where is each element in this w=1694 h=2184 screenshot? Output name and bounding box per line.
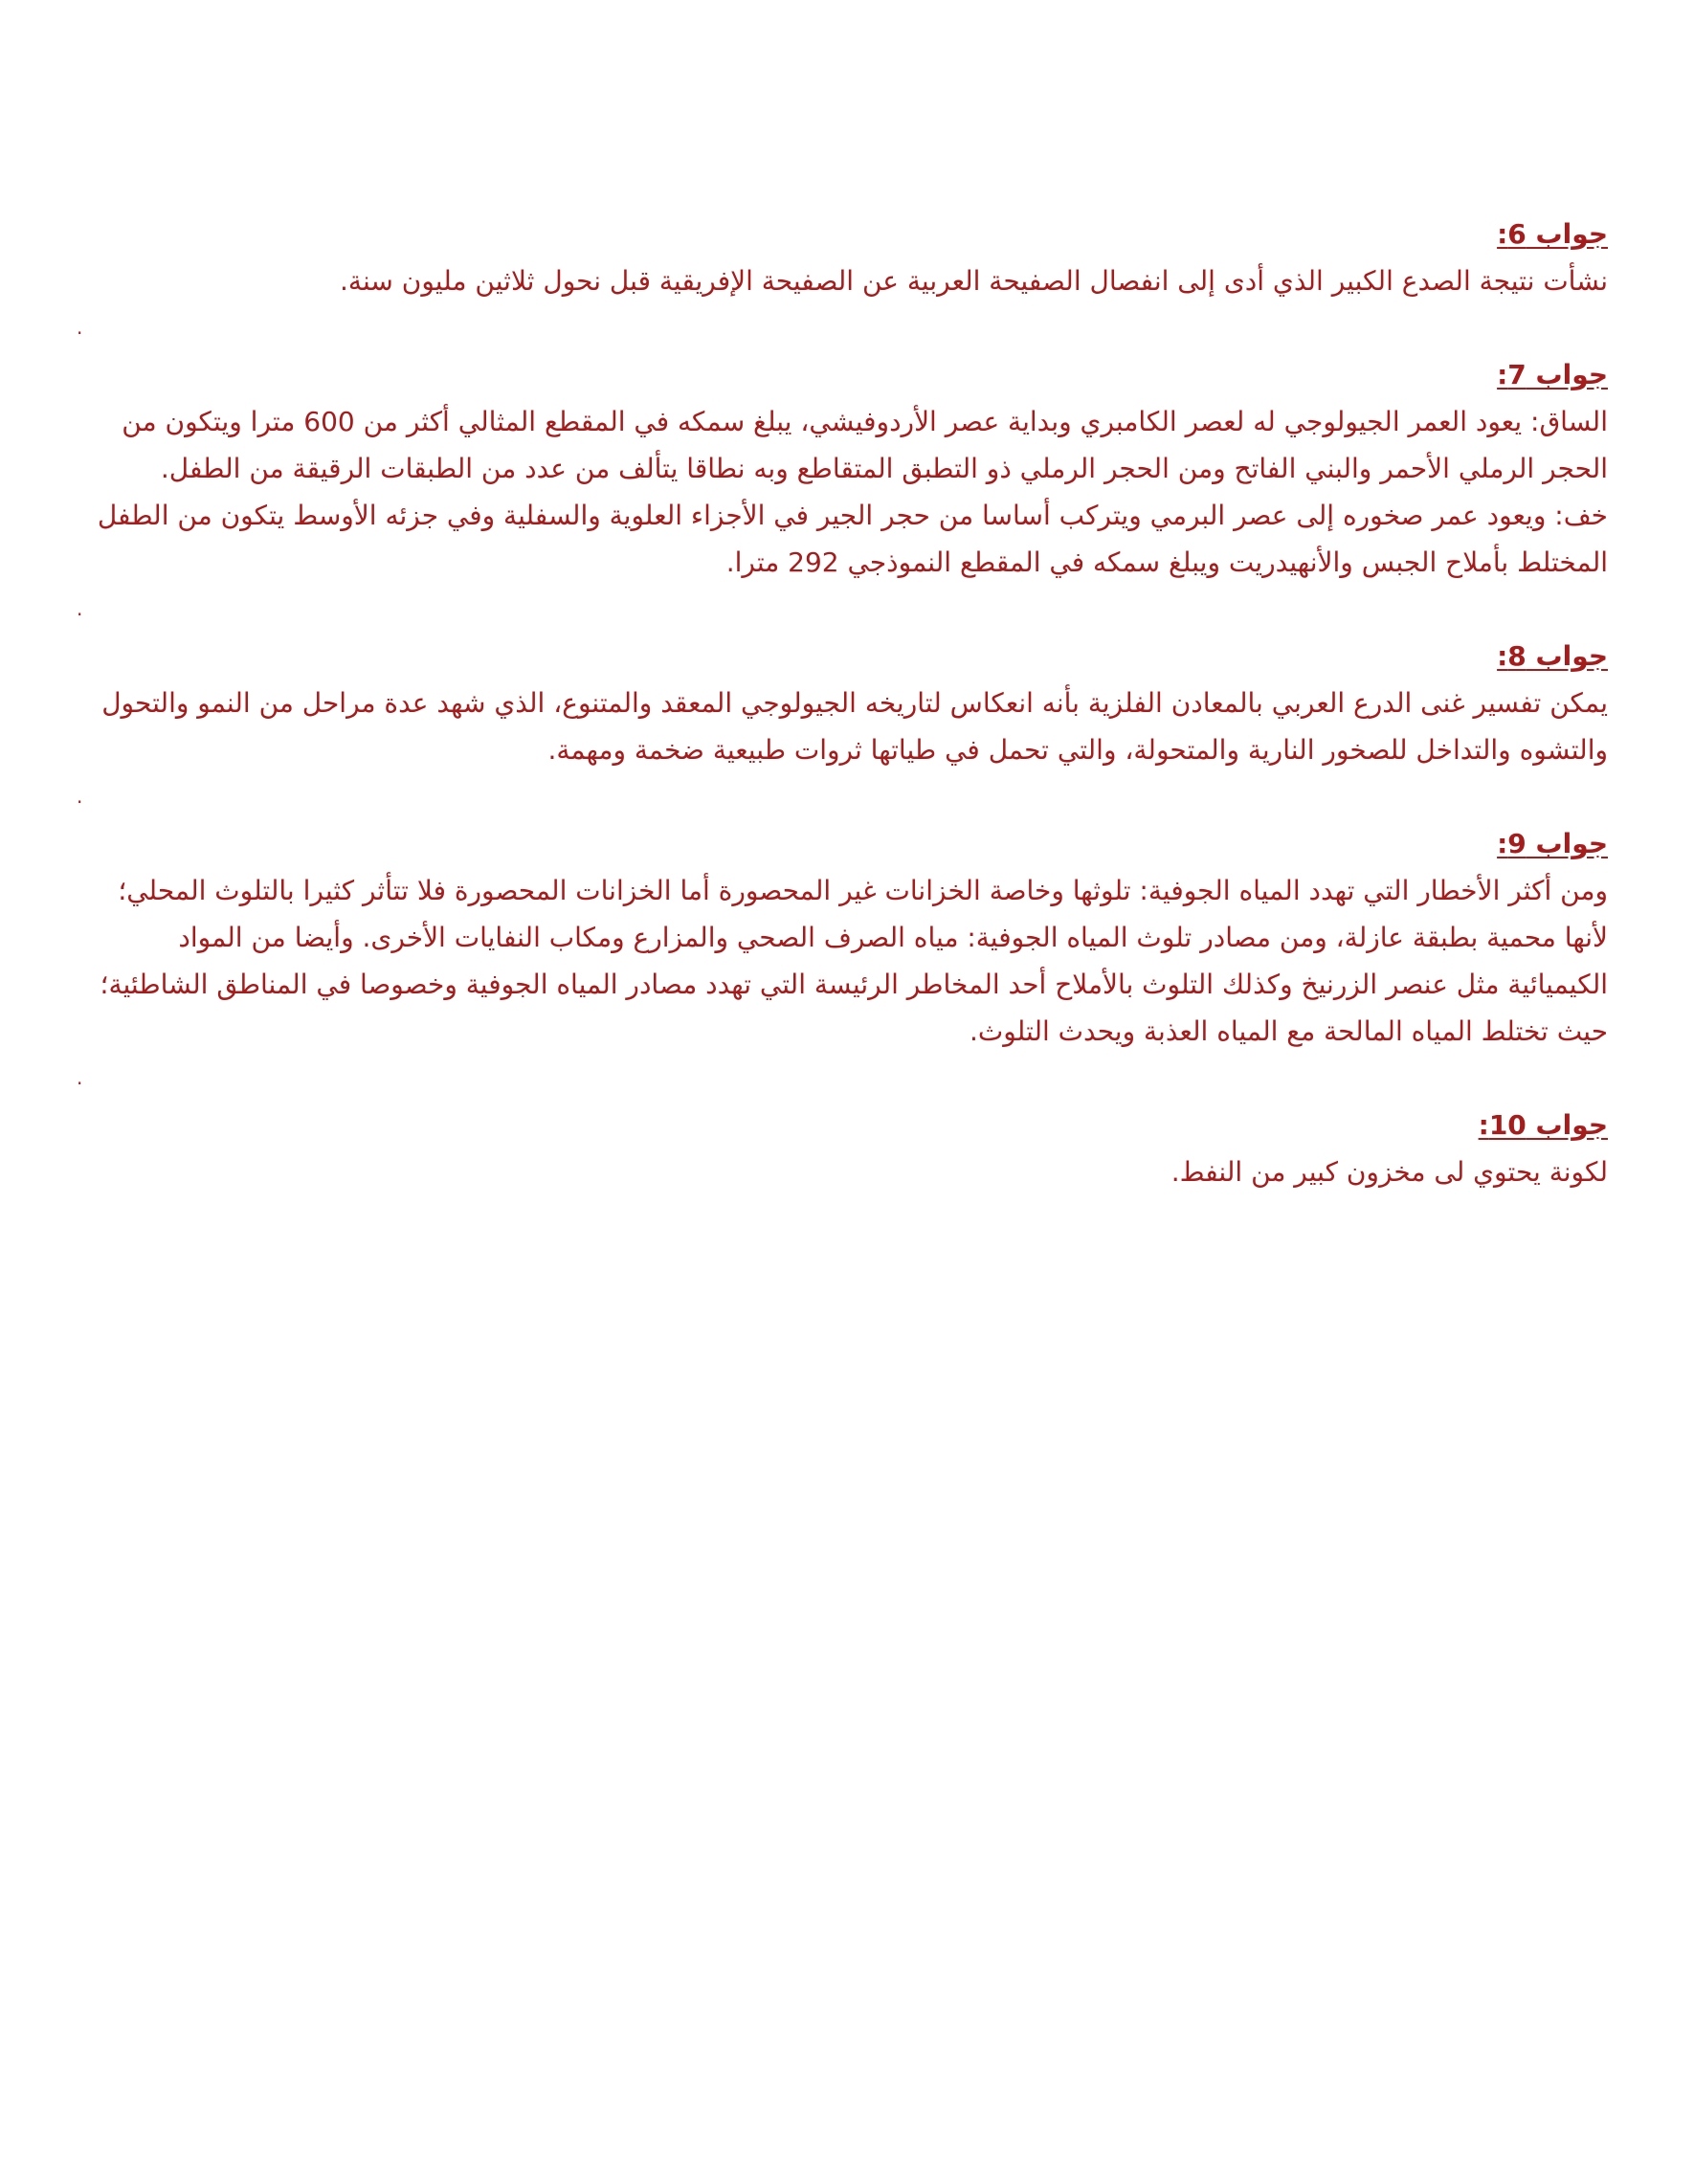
answer-paragraph: نشأت نتيجة الصدع الكبير الذي أدى إلى انفصال الصفيحة العربية عن الصفيحة الإفريقية قبل نحول ثلاثين مليون سنة. xyxy=(340,265,1608,297)
answer-heading: جواب 8: xyxy=(1497,640,1608,672)
answer-10 xyxy=(77,1102,1608,1195)
separator-dot: . xyxy=(77,1066,83,1089)
answer-paragraph: ومن أكثر الأخطار التي تهدد المياه الجوفية: تلوثها وخاصة الخزانات غير المحصورة أما الخزانات المحصورة فلا تتأثر كثيرا بالتلوث المحلي؛ لأنها محمية بطبقة عازلة، ومن مصادر تلوث المياه الجوفية: مياه الصرف الصحي والمزارع ومكاب النفايات الأخرى. وأيضا من المواد الكيميائية مثل عنصر الزرنيخ وكذلك التلوث بالأملاح أحد المخاطر الرئيسة التي تهدد مصادر المياه الجوفية وخصوصا في المناطق الشاطئية؛ حيث تختلط المياه المالحة مع المياه العذبة ويحدث التلوث. xyxy=(100,875,1608,1047)
answer-heading: جواب 9: xyxy=(1497,828,1608,859)
answer-paragraph: خف: ويعود عمر صخوره إلى عصر البرمي ويتركب أساسا من حجر الجير في الأجزاء العلوية والسفلية وفي جزئه الأوسط يتكون من الطفل المختلط بأملاح الجبس والأنهيدريت ويبلغ سمكه في المقطع النموذجي 292 مترا. xyxy=(97,500,1608,578)
answer-heading: جواب 7: xyxy=(1497,359,1608,390)
answer-6 xyxy=(77,211,1608,351)
separator-dot: . xyxy=(77,597,83,620)
answer-heading: جواب 10: xyxy=(1478,1109,1608,1141)
separator-dot: . xyxy=(77,785,83,808)
answer-paragraph: يمكن تفسير غنى الدرع العربي بالمعادن الفلزية بأنه انعكاس لتاريخه الجيولوجي المعقد والمتنوع، الذي شهد عدة مراحل من النمو والتحول والتشوه والتداخل للصخور النارية والمتحولة، والتي تحمل في طياتها ثروات طبيعية ضخمة ومهمة. xyxy=(101,687,1608,766)
answers-content xyxy=(77,211,1608,1195)
answer-9 xyxy=(77,820,1608,1102)
separator-dot: . xyxy=(77,316,83,339)
answer-heading: جواب 6: xyxy=(1497,218,1608,250)
answer-8 xyxy=(77,633,1608,820)
answer-7 xyxy=(77,351,1608,633)
answer-paragraph: لكونة يحتوي لى مخزون كبير من النفط. xyxy=(1170,1156,1608,1188)
answer-paragraph: الساق: يعود العمر الجيولوجي له لعصر الكامبري وبداية عصر الأردوفيشي، يبلغ سمكه في المقطع المثالي أكثر من 600 مترا ويتكون من الحجر الرملي الأحمر والبني الفاتح ومن الحجر الرملي ذو التطبق المتقاطع وبه نطاقا يتألف من عدد من الطبقات الرقيقة من الطفل. xyxy=(122,406,1608,484)
